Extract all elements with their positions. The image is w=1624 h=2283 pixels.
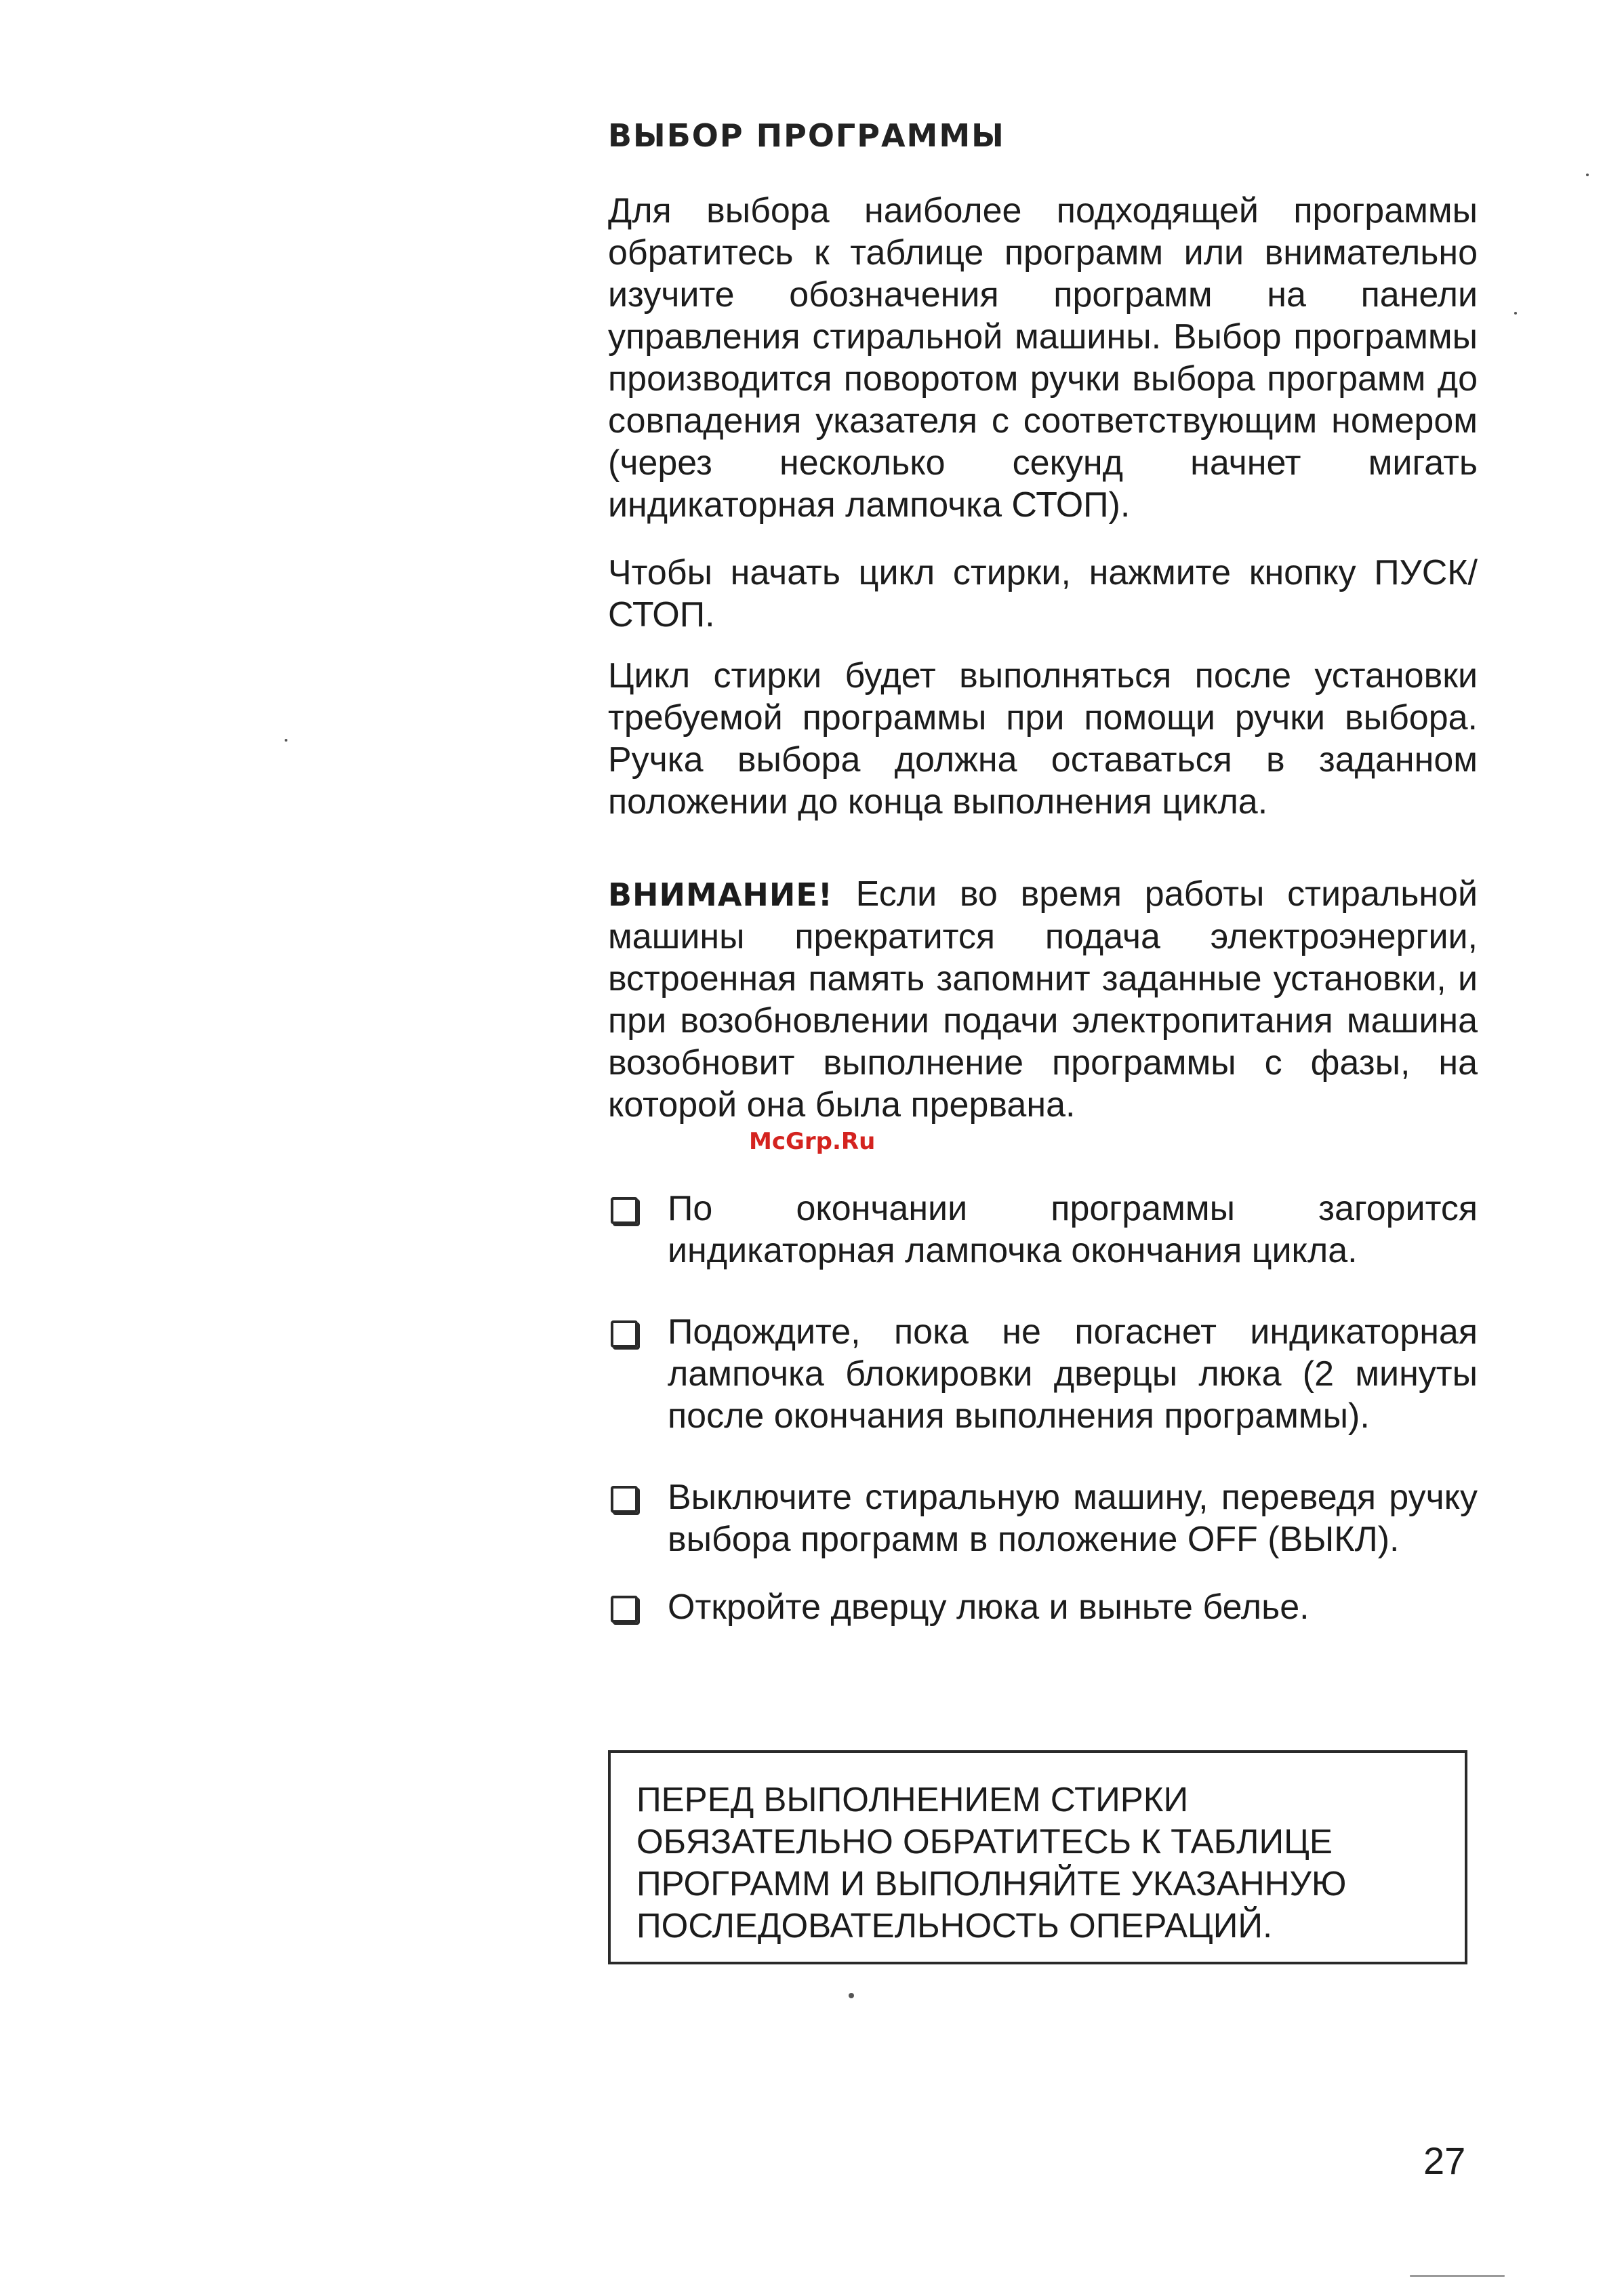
notice-line: ПЕРЕД ВЫПОЛНЕНИЕМ СТИРКИ xyxy=(636,1780,1189,1819)
scan-speck xyxy=(1410,2275,1505,2277)
notice-line: ПРОГРАММ И ВЫПОЛНЯЙТЕ УКАЗАННУЮ xyxy=(636,1864,1347,1903)
list-item xyxy=(608,1586,1478,1628)
checkbox-bullet-icon xyxy=(611,1320,638,1348)
steps-list xyxy=(608,1188,1478,1668)
step-text: Подождите, пока не погаснет индикаторная лампочка блокировки дверцы люка (2 минуты после окончания выполнения программы). xyxy=(668,1312,1478,1436)
list-item xyxy=(608,1188,1478,1272)
page-number: 27 xyxy=(1423,2139,1466,2182)
paragraph-start-cycle: Чтобы начать цикл стирки, нажмите кнопку ПУСК/СТОП. xyxy=(608,553,1478,634)
checkbox-bullet-icon xyxy=(611,1486,638,1513)
checkbox-bullet-icon xyxy=(611,1596,638,1623)
notice-line: ПОСЛЕДОВАТЕЛЬНОСТЬ ОПЕРАЦИЙ. xyxy=(636,1906,1273,1945)
list-item xyxy=(608,1476,1478,1560)
warning-text: Если во время работы стиральной машины прекратится подача электроэнергии, встроенная память запомнит заданные установки, и при возобновлении подачи электропитания машина возобновит выполнение программы с фазы, на которой она была прервана. xyxy=(608,874,1478,1125)
section-heading: ВЫБОР ПРОГРАММЫ xyxy=(608,117,1005,154)
warning-paragraph xyxy=(608,873,1478,1126)
scan-speck xyxy=(1514,312,1517,315)
scan-speck xyxy=(1586,174,1589,176)
notice-box xyxy=(608,1750,1467,1964)
paragraph-program-selection: Для выбора наиболее подходящей программы обратитесь к таблице программ или внимательно изучите обозначения программ на панели управления стиральной машины. Выбор программы производится поворотом ручки выбора программ до совпадения указателя с соответствующим номером (через несколько секунд начнет мигать индикаторная лампочка СТОП). xyxy=(608,191,1478,525)
checkbox-bullet-icon xyxy=(611,1197,638,1224)
notice-line: ОБЯЗАТЕЛЬНО ОБРАТИТЕСЬ К ТАБЛИЦЕ xyxy=(636,1822,1333,1861)
step-text: Откройте дверцу люка и выньте белье. xyxy=(668,1588,1310,1627)
scan-speck xyxy=(285,739,287,742)
main-column xyxy=(608,115,1478,1152)
paragraph-cycle-execution: Цикл стирки будет выполняться после установки требуемой программы при помощи ручки выбора. Ручка выбора должна оставаться в заданном положении до конца выполнения цикла. xyxy=(608,656,1478,822)
list-item xyxy=(608,1311,1478,1437)
step-text: По окончании программы загорится индикаторная лампочка окончания цикла. xyxy=(668,1189,1478,1270)
watermark: McGrp.Ru xyxy=(749,1128,876,1155)
step-text: Выключите стиральную машину, переведя ручку выбора программ в положение OFF (ВЫКЛ). xyxy=(668,1478,1478,1559)
scan-speck xyxy=(849,1993,854,1998)
warning-label: ВНИМАНИЕ! xyxy=(608,876,833,913)
